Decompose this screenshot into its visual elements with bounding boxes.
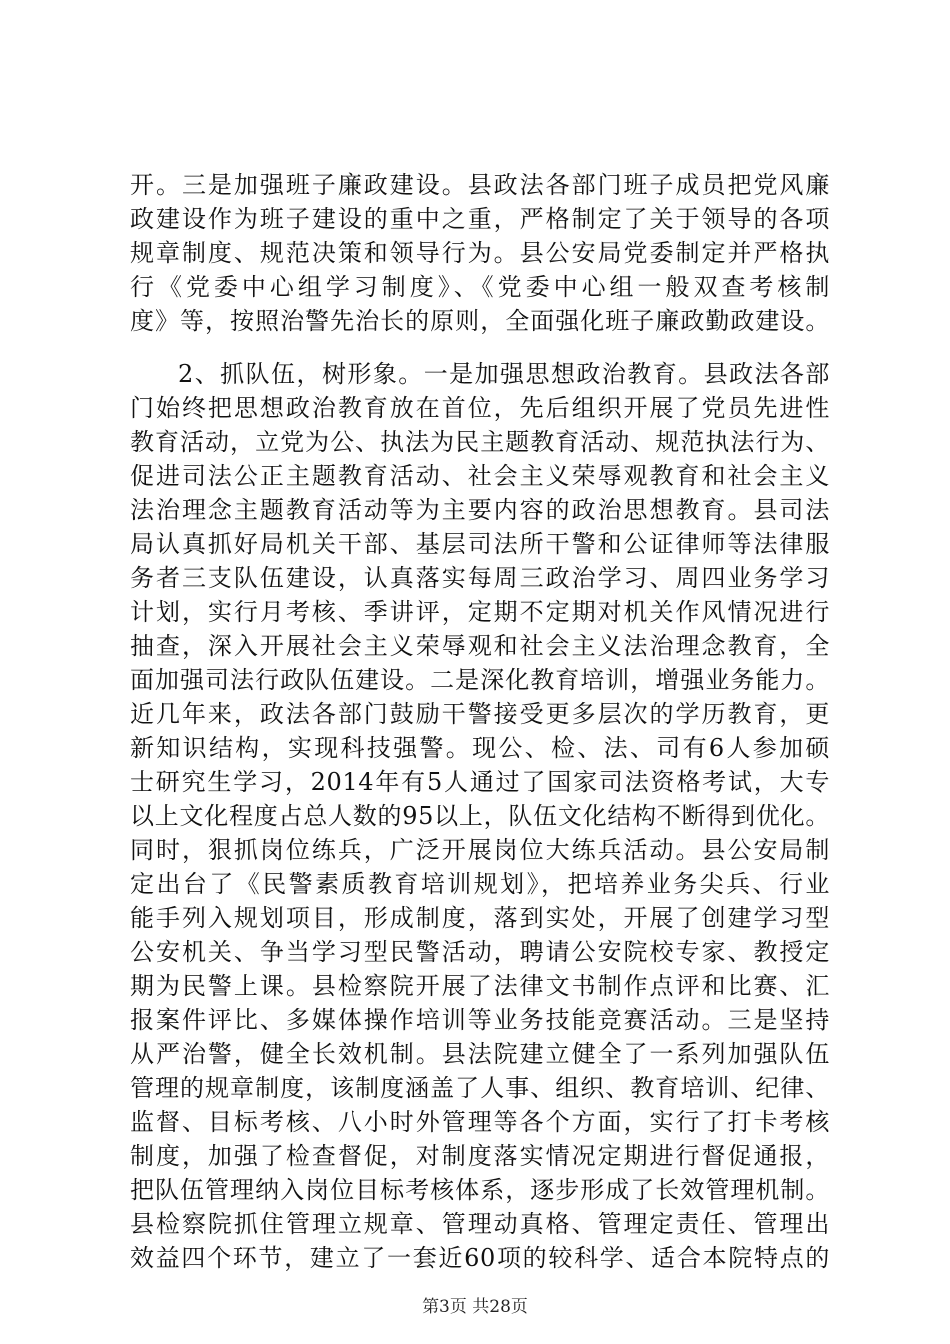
text-line: 期为民警上课。县检察院开展了法律文书制作点评和比赛、汇 [130, 972, 830, 1000]
text-line: 面加强司法行政队伍建设。二是深化教育培训，增强业务能力。 [130, 666, 830, 694]
text-line: 规章制度、规范决策和领导行为。县公安局党委制定并严格执 [130, 239, 830, 267]
text-line: 新知识结构，实现科技强警。现公、检、法、司有6人参加硕 [130, 734, 830, 762]
text-line: 政建设作为班子建设的重中之重，严格制定了关于领导的各项 [130, 205, 830, 233]
text-line: 法治理念主题教育活动等为主要内容的政治思想教育。县司法 [130, 496, 830, 524]
text-line: 近几年来，政法各部门鼓励干警接受更多层次的学历教育，更 [130, 700, 830, 728]
text-line: 县检察院抓住管理立规章、管理动真格、管理定责任、管理出 [130, 1210, 830, 1238]
text-line: 行《党委中心组学习制度》、《党委中心组一般双查考核制 [130, 273, 830, 301]
text-line: 2、抓队伍，树形象。一是加强思想政治教育。县政法各部 [178, 360, 830, 388]
text-line: 计划，实行月考核、季讲评，定期不定期对机关作风情况进行 [130, 598, 830, 626]
text-line: 把队伍管理纳入岗位目标考核体系，逐步形成了长效管理机制。 [130, 1176, 830, 1204]
text-line: 管理的规章制度，该制度涵盖了人事、组织、教育培训、纪律、 [130, 1074, 830, 1102]
text-line: 度》等，按照治警先治长的原则，全面强化班子廉政勤政建设。 [130, 307, 830, 335]
text-line: 以上文化程度占总人数的95以上，队伍文化结构不断得到优化。 [130, 802, 830, 830]
text-line: 局认真抓好局机关干部、基层司法所干警和公证律师等法律服 [130, 530, 830, 558]
text-line: 门始终把思想政治教育放在首位，先后组织开展了党员先进性 [130, 394, 830, 422]
text-line: 务者三支队伍建设，认真落实每周三政治学习、周四业务学习 [130, 564, 830, 592]
text-line: 制度，加强了检查督促，对制度落实情况定期进行督促通报， [130, 1142, 830, 1170]
text-line: 促进司法公正主题教育活动、社会主义荣辱观教育和社会主义 [130, 462, 830, 490]
text-line: 同时，狠抓岗位练兵，广泛开展岗位大练兵活动。县公安局制 [130, 836, 830, 864]
text-line: 定出台了《民警素质教育培训规划》，把培养业务尖兵、行业 [130, 870, 830, 898]
text-line: 能手列入规划项目，形成制度，落到实处，开展了创建学习型 [130, 904, 830, 932]
text-line: 报案件评比、多媒体操作培训等业务技能竞赛活动。三是坚持 [130, 1006, 830, 1034]
text-line: 士研究生学习，2014年有5人通过了国家司法资格考试，大专 [130, 768, 830, 796]
page-footer: 第3页 共28页 [422, 1297, 528, 1317]
text-line: 教育活动，立党为公、执法为民主题教育活动、规范执法行为、 [130, 428, 830, 456]
text-line: 抽查，深入开展社会主义荣辱观和社会主义法治理念教育，全 [130, 632, 830, 660]
text-line: 监督、目标考核、八小时外管理等各个方面，实行了打卡考核 [130, 1108, 830, 1136]
text-line: 公安机关、争当学习型民警活动，聘请公安院校专家、教授定 [130, 938, 830, 966]
text-line: 效益四个环节，建立了一套近60项的较科学、适合本院特点的 [130, 1244, 830, 1272]
text-line: 开。三是加强班子廉政建设。县政法各部门班子成员把党风廉 [130, 171, 830, 199]
text-line: 从严治警，健全长效机制。县法院建立健全了一系列加强队伍 [130, 1040, 830, 1068]
